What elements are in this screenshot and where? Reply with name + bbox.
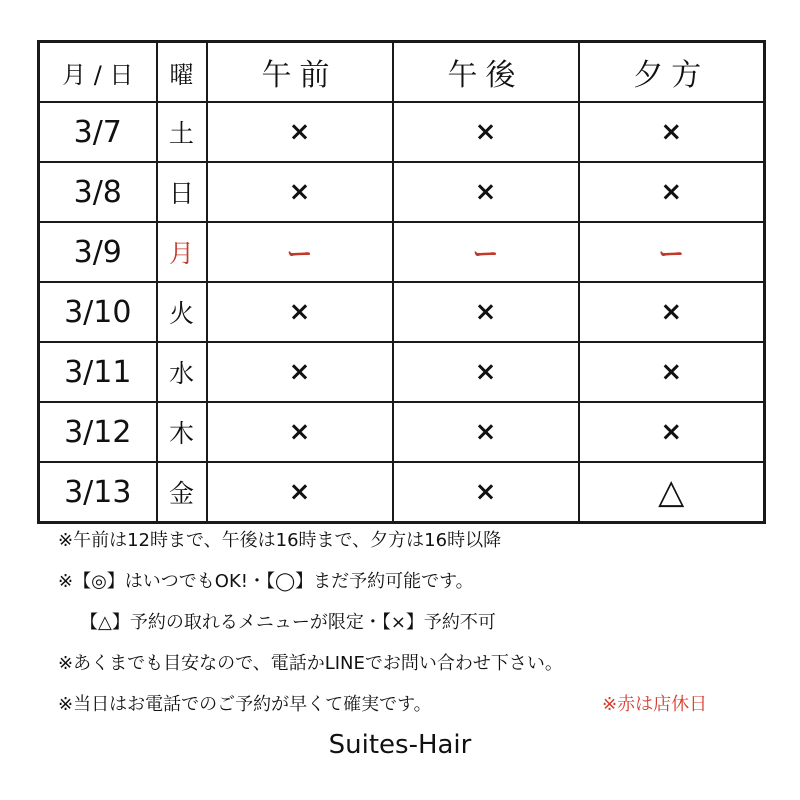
cell-afternoon: × [393,102,579,162]
cell-day: 水 [157,342,207,402]
header-morning: 午前 [207,42,393,103]
table-row [39,342,765,402]
cell-evening: × [579,162,765,222]
reservation-table [37,40,766,524]
cell-evening: × [579,402,765,462]
cell-date: 3/13 [39,462,157,523]
note-same-day [58,684,758,725]
cell-morning: × [207,102,393,162]
cell-afternoon: ー [393,222,579,282]
cell-day: 金 [157,462,207,523]
table-row [39,402,765,462]
cell-date: 3/8 [39,162,157,222]
cell-day: 日 [157,162,207,222]
cell-evening: △ [579,462,765,523]
header-day: 曜 [157,42,207,103]
cell-date: 3/9 [39,222,157,282]
cell-date: 3/12 [39,402,157,462]
cell-date: 3/7 [39,102,157,162]
note-same-day-text: ※当日はお電話でのご予約が早くて確実です。 [58,694,432,715]
table-row [39,162,765,222]
note-legend-ok: ※【◎】はいつでもOK!・【◯】まだ予約可能です。 [58,571,474,592]
header-date: 月 / 日 [39,42,157,103]
table-row [39,102,765,162]
table-row [39,222,765,282]
cell-day: 土 [157,102,207,162]
cell-date: 3/11 [39,342,157,402]
cell-afternoon: × [393,402,579,462]
brand-name: Suites-Hair [328,730,472,760]
cell-morning: × [207,282,393,342]
cell-morning: × [207,462,393,523]
notes [58,520,758,725]
cell-evening: × [579,282,765,342]
cell-evening: × [579,342,765,402]
cell-morning: × [207,342,393,402]
cell-day: 木 [157,402,207,462]
cell-morning: × [207,402,393,462]
table-row [39,282,765,342]
note-legend-limited: 【△】予約の取れるメニューが限定・【×】予約不可 [80,612,496,633]
cell-afternoon: × [393,342,579,402]
cell-evening: × [579,102,765,162]
cell-afternoon: × [393,462,579,523]
cell-day: 月 [157,222,207,282]
header-afternoon: 午後 [393,42,579,103]
cell-date: 3/10 [39,282,157,342]
note-time-slots: ※午前は12時まで、午後は16時まで、夕方は16時以降 [58,530,502,551]
note-contact: ※あくまでも目安なので、電話かLINEでお問い合わせ下さい。 [58,653,563,674]
table-row [39,462,765,523]
header-row [39,42,765,103]
cell-morning: × [207,162,393,222]
cell-morning: ー [207,222,393,282]
note-closed-day: ※赤は店休日 [602,694,708,715]
header-evening: 夕方 [579,42,765,103]
cell-day: 火 [157,282,207,342]
cell-afternoon: × [393,162,579,222]
cell-afternoon: × [393,282,579,342]
cell-evening: ー [579,222,765,282]
